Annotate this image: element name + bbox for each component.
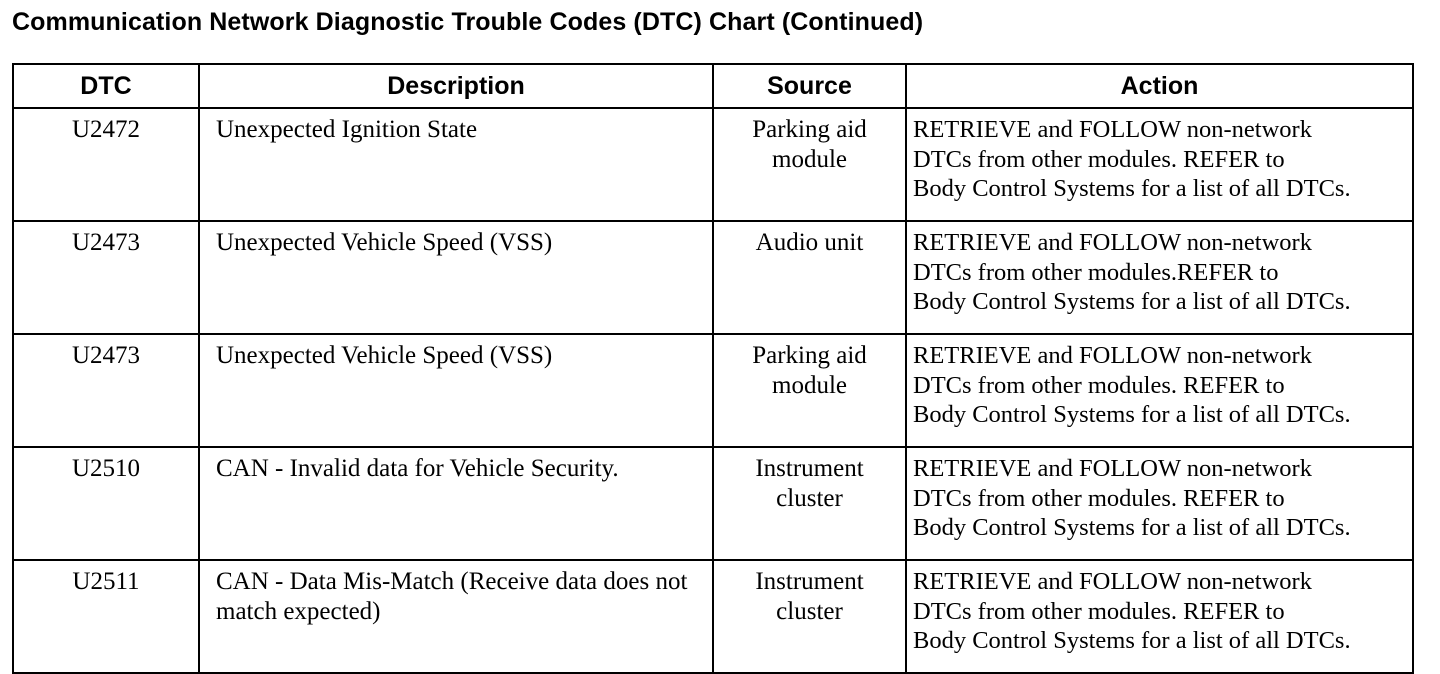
source-text: Parking aid module (752, 342, 867, 399)
action-cell: RETRIEVE and FOLLOW non-network DTCs from other modules. REFER to Body Control Systems for a list of all DTCs. (906, 560, 1413, 673)
table-row (13, 221, 1413, 334)
description-cell: CAN - Data Mis-Match (Receive data does not match expected) (199, 560, 713, 673)
source-cell (713, 221, 906, 334)
source-cell (713, 560, 906, 673)
dtc-code-cell: U2472 (13, 108, 199, 221)
source-text: Parking aid module (752, 116, 867, 173)
table-row (13, 108, 1413, 221)
description-cell: Unexpected Vehicle Speed (VSS) (199, 221, 713, 334)
source-cell (713, 447, 906, 560)
dtc-code-cell: U2510 (13, 447, 199, 560)
source-text: Audio unit (755, 229, 864, 256)
description-cell: CAN - Invalid data for Vehicle Security. (199, 447, 713, 560)
header-row (13, 64, 1413, 108)
action-cell: RETRIEVE and FOLLOW non-network DTCs from other modules. REFER to Body Control Systems for a list of all DTCs. (906, 334, 1413, 447)
table-body (13, 108, 1413, 673)
dtc-code-cell: U2473 (13, 334, 199, 447)
header-dtc: DTC (13, 64, 199, 108)
source-text: Instrument cluster (755, 455, 864, 512)
dtc-table (12, 63, 1414, 674)
page-title: Communication Network Diagnostic Trouble Codes (DTC) Chart (Continued) (12, 8, 924, 36)
source-cell (713, 108, 906, 221)
description-cell: Unexpected Vehicle Speed (VSS) (199, 334, 713, 447)
description-cell: Unexpected Ignition State (199, 108, 713, 221)
table-row (13, 560, 1413, 673)
header-source: Source (713, 64, 906, 108)
table-header (13, 64, 1413, 108)
table-row (13, 447, 1413, 560)
source-cell (713, 334, 906, 447)
header-description: Description (199, 64, 713, 108)
dtc-code-cell: U2511 (13, 560, 199, 673)
source-text: Instrument cluster (755, 568, 864, 625)
action-cell: RETRIEVE and FOLLOW non-network DTCs from other modules. REFER to Body Control Systems for a list of all DTCs. (906, 447, 1413, 560)
table-row (13, 334, 1413, 447)
header-action: Action (906, 64, 1413, 108)
dtc-code-cell: U2473 (13, 221, 199, 334)
action-cell: RETRIEVE and FOLLOW non-network DTCs from other modules.REFER to Body Control Systems for a list of all DTCs. (906, 221, 1413, 334)
action-cell: RETRIEVE and FOLLOW non-network DTCs from other modules. REFER to Body Control Systems for a list of all DTCs. (906, 108, 1413, 221)
